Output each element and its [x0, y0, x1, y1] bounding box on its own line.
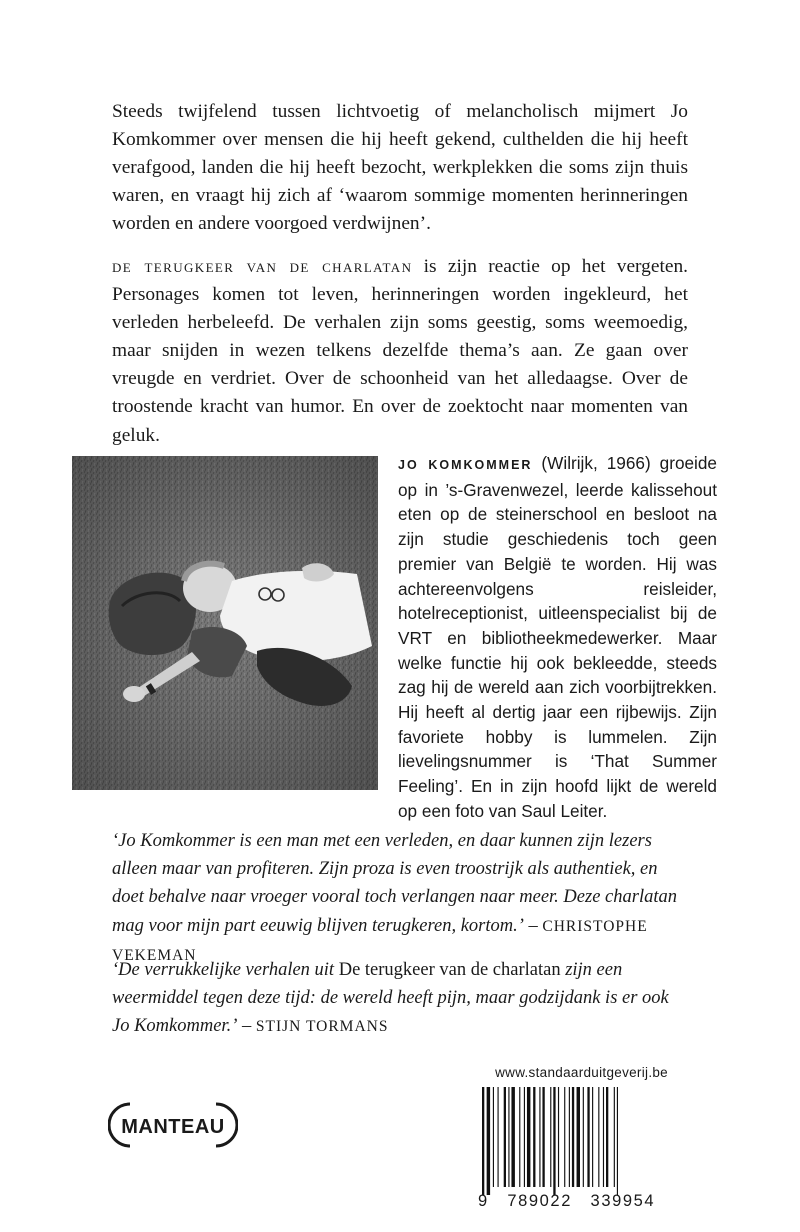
review-quote-1-text: ‘Jo Komkommer is een man met een verleden, en daar kunnen zijn lezers alleen maar van profiteren. Zijn proza is even troostrijk als authentiek, en doet behalve naar vroeger vooral toch verlangen naar meer. Deze charlatan mag voor mijn part eeuwig blijven terugkeren, kortom.’ — [112, 831, 677, 936]
book-title-smallcaps: de terugkeer van de charlatan — [112, 256, 413, 276]
review-quote-1 — [112, 827, 688, 970]
publisher-logo-text: MANTEAU — [121, 1116, 225, 1138]
author-bio — [398, 451, 717, 824]
blurb-paragraph-1: Steeds twijfelend tussen lichtvoetig of melancholisch mijmert Jo Komkommer over mensen die hij heeft gekend, culthelden die hij heeft verafgood, landen die hij heeft bezocht, werkplekken die soms zijn thuis waren, en vraagt hij zich af ‘waarom sommige momenten herinneringen worden en andere voorgoed verdwijnen’. — [112, 101, 688, 235]
review-quote-2-text-before: ‘De verrukkelijke verhalen uit — [112, 960, 339, 980]
review-quote-2-author: STIJN TORMANS — [255, 1018, 389, 1036]
review-quote-1-dash: – — [523, 915, 543, 936]
review-quote-1-author: CHRISTOPHE VEKEMAN — [112, 917, 648, 964]
author-name: JO KOMKOMMER — [398, 458, 533, 472]
review-quote-2 — [112, 956, 688, 1042]
review-quote-2-text-after: zijn een weermiddel tegen deze tijd: de wereld heeft pijn, maar godzijdank is er ook Jo Komkommer.’ — [112, 960, 669, 1037]
publisher-logo — [108, 1100, 238, 1150]
isbn-number: 9 789022 339954 — [478, 1192, 656, 1210]
publisher-url: www.standaarduitgeverij.be — [495, 1065, 668, 1080]
author-photo — [72, 456, 378, 790]
blurb-paragraph-2 — [112, 252, 688, 450]
barcode — [478, 1087, 668, 1197]
review-quote-2-book-title: De terugkeer van de charlatan — [338, 960, 561, 980]
blurb-paragraph-2-text: is zijn reactie op het vergeten. Personages komen tot leven, herinneringen worden ingekleurd, het verleden herbeleefd. De verhalen zijn soms geestig, soms weemoedig, maar snijden in wezen telkens dezelfde thema’s aan. Ze gaan over vreugde en verdriet. Over de schoonheid van het alledaagse. Over de troostende kracht van humor. En over de zoektocht naar momenten van geluk. — [112, 256, 688, 446]
author-bio-text: (Wilrijk, 1966) groeide op in ’s-Gravenwezel, leerde kalissehout eten op de steinerschool en besloot na zijn studie geschiedenis toch geen premier van België te worden. Hij was achtereenvolgens reisleider, hotelreceptionist, uitleenspecialist bij de VRT en bibliotheekmedewerker. Maar welke functie hij ook bekleedde, steeds zag hij de wereld aan zich voorbijtrekken. Hij heeft al dertig jaar een rijbewijs. Zijn favoriete hobby is lummelen. Zijn lievelingsnummer is ‘That Summer Feeling’. En in zijn hoofd lijkt de wereld op een foto van Saul Leiter. — [398, 453, 717, 821]
review-quote-2-dash: – — [237, 1016, 256, 1037]
